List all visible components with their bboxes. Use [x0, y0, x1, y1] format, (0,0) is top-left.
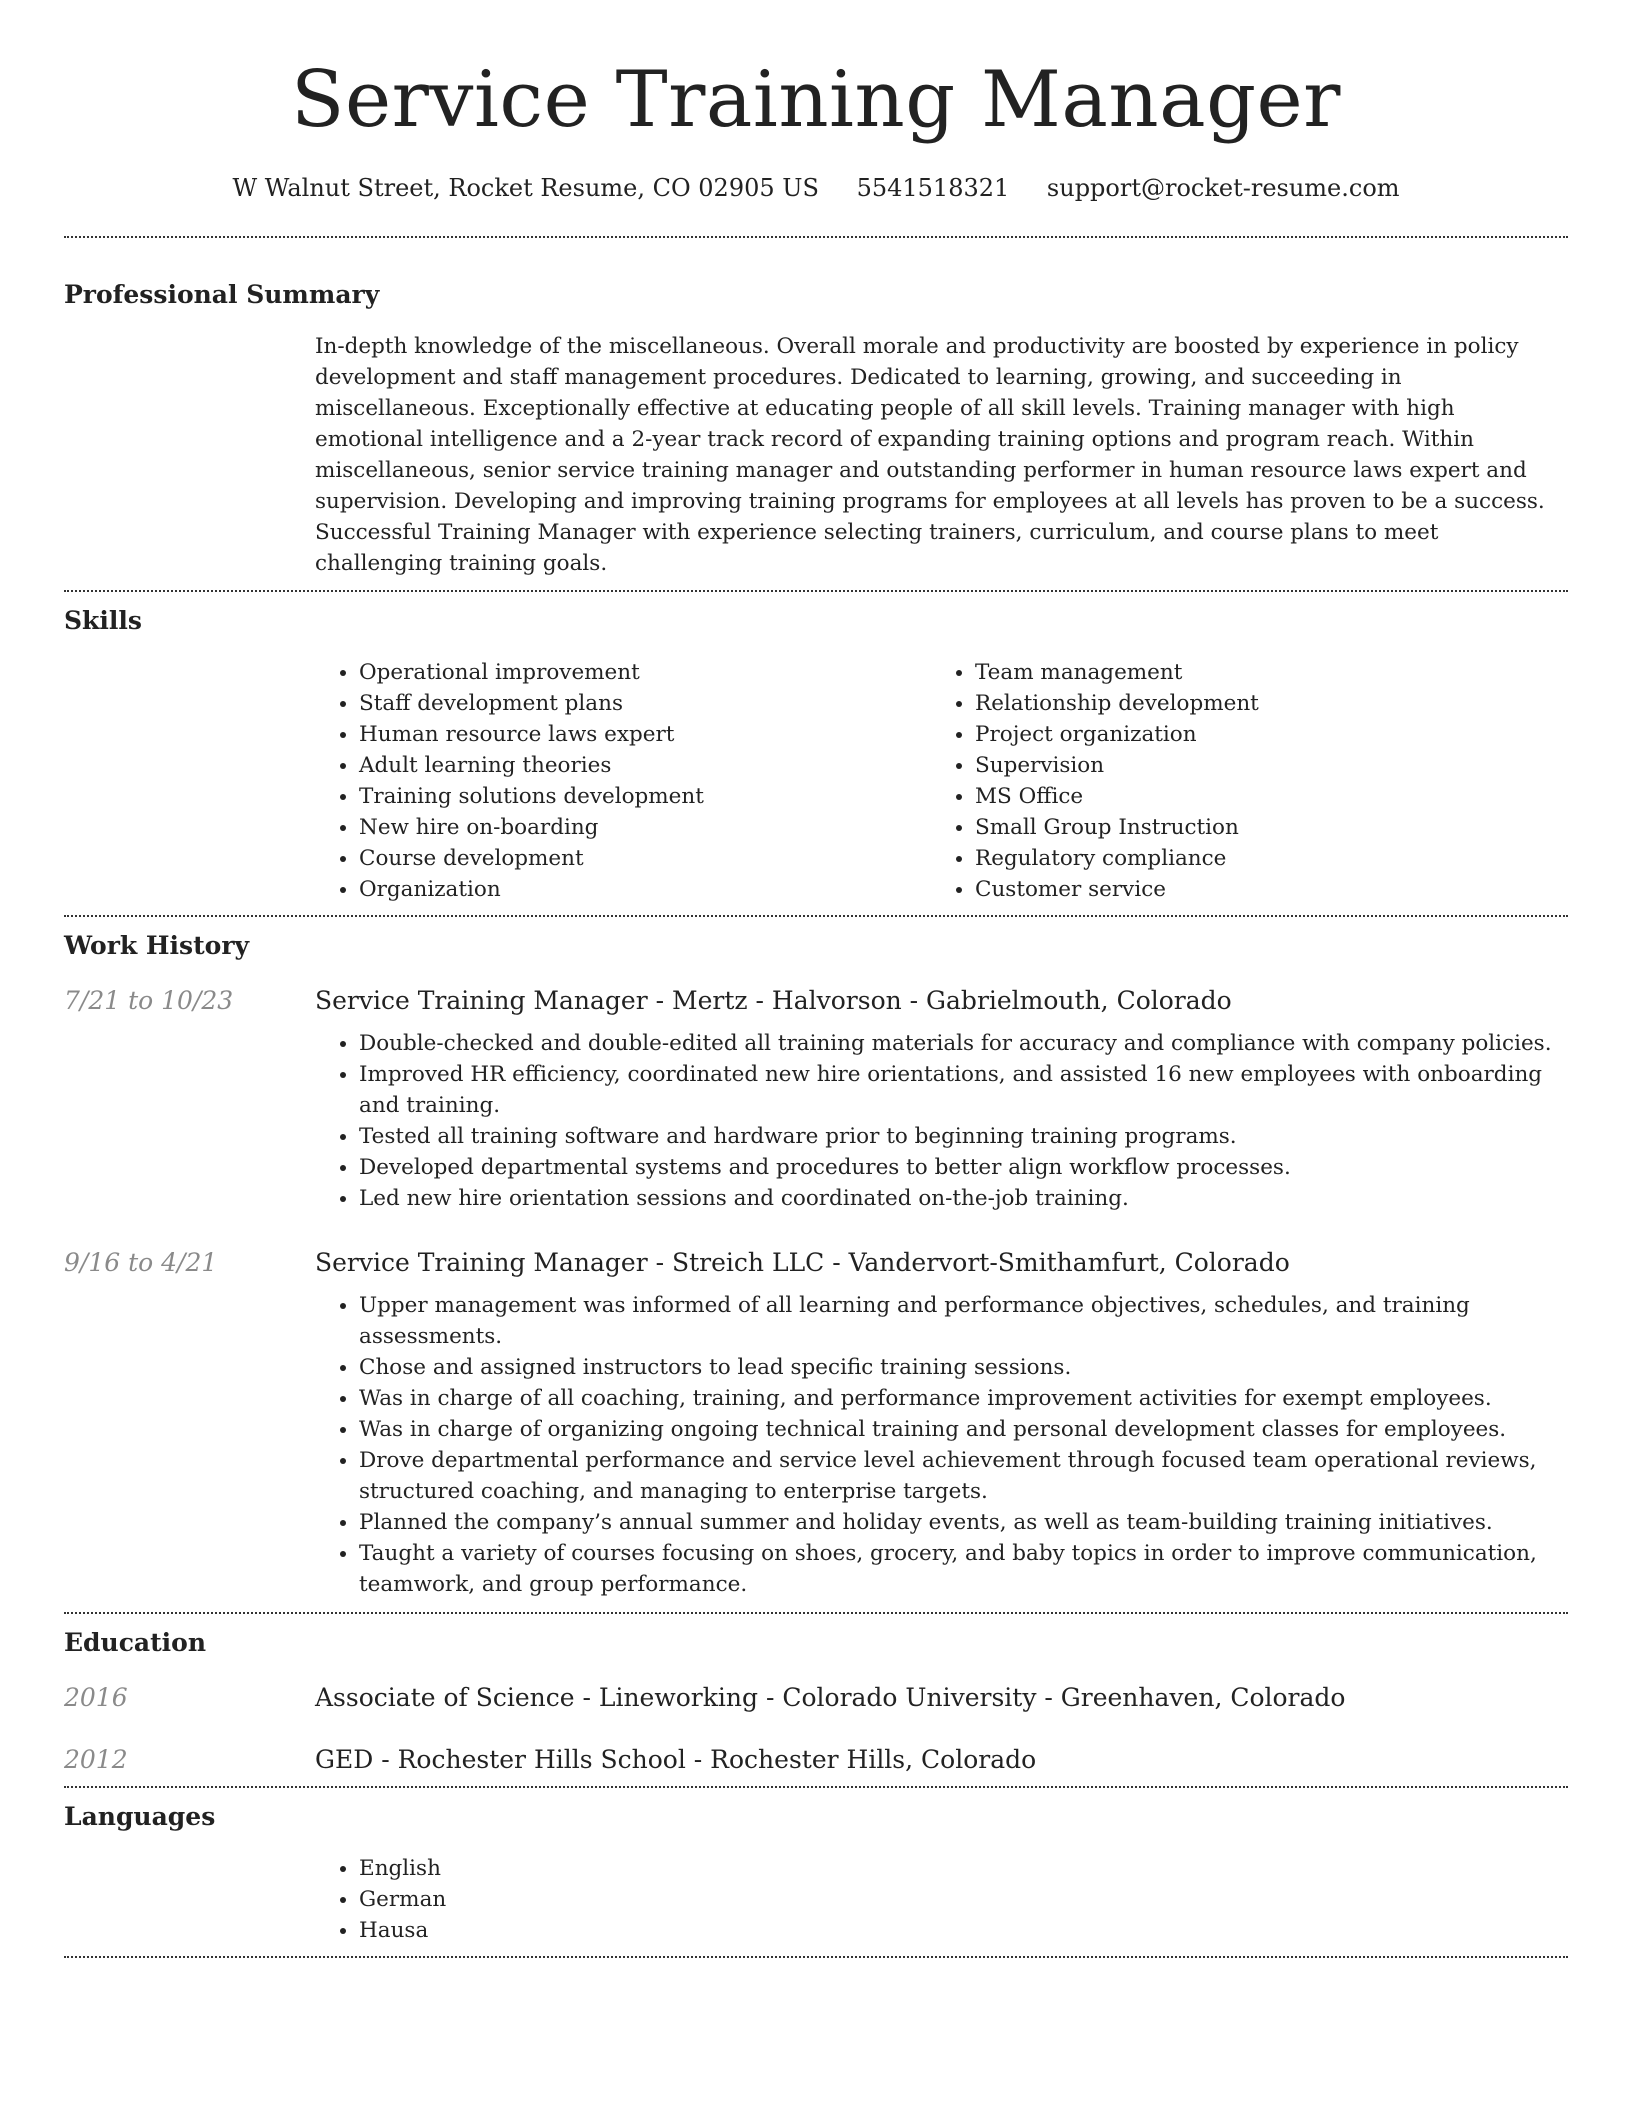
languages-title: Languages [64, 1802, 216, 1831]
summary-text: In-depth knowledge of the miscellaneous. Overall morale and productivity are boosted by experience in policy development and staff management procedures. Dedicated to learning, growing, and succeeding in miscellaneous. Exceptionally effective at educating people of all skill levels. Training manager with high emotional intelligence and a 2-year track record of expanding training options and program reach. Within miscellaneous, senior service training manager and outstanding performer in human resource laws expert and supervision. Developing and improving training programs for employees at all levels has proven to be a success. Successful Training Manager with experience selecting trainers, curriculum, and course plans to meet challenging training goals. [315, 334, 1545, 576]
job-bullet: • Was in charge of all coaching, training, and performance improvement activities for exempt employees. [359, 1383, 1568, 1414]
job-bullet: • Chose and assigned instructors to lead specific training sessions. [359, 1352, 1568, 1383]
skill-item: • Regulatory compliance [975, 843, 1547, 874]
skill-item: • Course development [359, 843, 931, 874]
address-text: W Walnut Street, Rocket Resume, CO 02905 US [232, 174, 819, 202]
job-bullet: • Planned the company’s annual summer and holiday events, as well as team-building training initiatives. [359, 1507, 1568, 1538]
skill-item: • Operational improvement [359, 657, 931, 688]
skills-column-right [931, 657, 1547, 905]
divider [64, 1956, 1568, 1958]
candidate-name: Service Training Manager [291, 55, 1341, 145]
job-bullet: • Double-checked and double-edited all training materials for accuracy and compliance with company policies. [359, 1028, 1568, 1059]
job-date: 9/16 to 4/21 [64, 1248, 218, 1277]
job-bullet: • Upper management was informed of all learning and performance objectives, schedules, and training assessments. [359, 1290, 1568, 1352]
contact-line [64, 172, 1568, 204]
skill-item: • Human resource laws expert [359, 719, 931, 750]
job-entry [64, 1248, 1568, 1612]
job-bullet: • Was in charge of organizing ongoing technical training and personal development classes for employees. [359, 1414, 1568, 1445]
job-bullet: • Improved HR efficiency, coordinated new hire orientations, and assisted 16 new employees with onboarding and training. [359, 1059, 1568, 1121]
skills-section [64, 592, 1568, 915]
work-title: Work History [64, 931, 250, 960]
skill-item: • Training solutions development [359, 781, 931, 812]
job-bullet: • Drove departmental performance and service level achievement through focused team operational reviews, structured coaching, and managing to enterprise targets. [359, 1445, 1568, 1507]
skill-item: • Small Group Instruction [975, 812, 1547, 843]
job-bullet: • Taught a variety of courses focusing on shoes, grocery, and baby topics in order to improve communication, teamwork, and group performance. [359, 1538, 1568, 1600]
skill-item: • Project organization [975, 719, 1547, 750]
skill-item: • Team management [975, 657, 1547, 688]
education-title: Education [64, 1628, 207, 1657]
job-bullet: • Developed departmental systems and procedures to better align workflow processes. [359, 1152, 1568, 1183]
education-section [64, 1614, 1568, 1786]
skill-item: • Organization [359, 874, 931, 905]
summary-title: Professional Summary [64, 280, 380, 309]
resume-page [64, 0, 1568, 1958]
job-bullet: • Led new hire orientation sessions and coordinated on-the-job training. [359, 1183, 1568, 1214]
phone-text: 5541518321 [856, 174, 1010, 202]
skill-item: • MS Office [975, 781, 1547, 812]
language-item: • German [359, 1884, 1568, 1915]
job-entry [64, 986, 1568, 1214]
skill-item: • Relationship development [975, 688, 1547, 719]
education-entry [64, 1683, 1568, 1712]
languages-section [64, 1788, 1568, 1956]
education-title-text: Associate of Science - Lineworking - Colorado University - Greenhaven, Colorado [315, 1683, 1346, 1712]
job-date: 7/21 to 10/23 [64, 986, 234, 1015]
job-bullets [315, 1028, 1568, 1214]
skill-item: • Adult learning theories [359, 750, 931, 781]
languages-list [315, 1853, 1568, 1956]
skills-title: Skills [64, 606, 142, 635]
summary-section [64, 238, 1568, 590]
work-section [64, 917, 1568, 1612]
language-item: • Hausa [359, 1915, 1568, 1946]
email-text: support@rocket-resume.com [1046, 174, 1400, 202]
job-title: Service Training Manager - Streich LLC - Vandervort-Smithamfurt, Colorado [315, 1248, 1290, 1277]
education-date: 2012 [64, 1745, 128, 1774]
job-bullets [315, 1290, 1568, 1612]
job-bullet: • Tested all training software and hardware prior to beginning training programs. [359, 1121, 1568, 1152]
skills-grid [315, 657, 1568, 915]
skill-item: • Staff development plans [359, 688, 931, 719]
skill-item: • Customer service [975, 874, 1547, 905]
education-date: 2016 [64, 1683, 128, 1712]
education-title-text: GED - Rochester Hills School - Rochester Hills, Colorado [315, 1745, 1037, 1774]
language-item: • English [359, 1853, 1568, 1884]
skills-column-left [315, 657, 931, 905]
skill-item: • Supervision [975, 750, 1547, 781]
education-entry [64, 1745, 1568, 1786]
job-title: Service Training Manager - Mertz - Halvorson - Gabrielmouth, Colorado [315, 986, 1232, 1015]
job-header [64, 986, 1568, 1015]
job-header [64, 1248, 1568, 1277]
skill-item: • New hire on-boarding [359, 812, 931, 843]
resume-header [64, 0, 1568, 204]
